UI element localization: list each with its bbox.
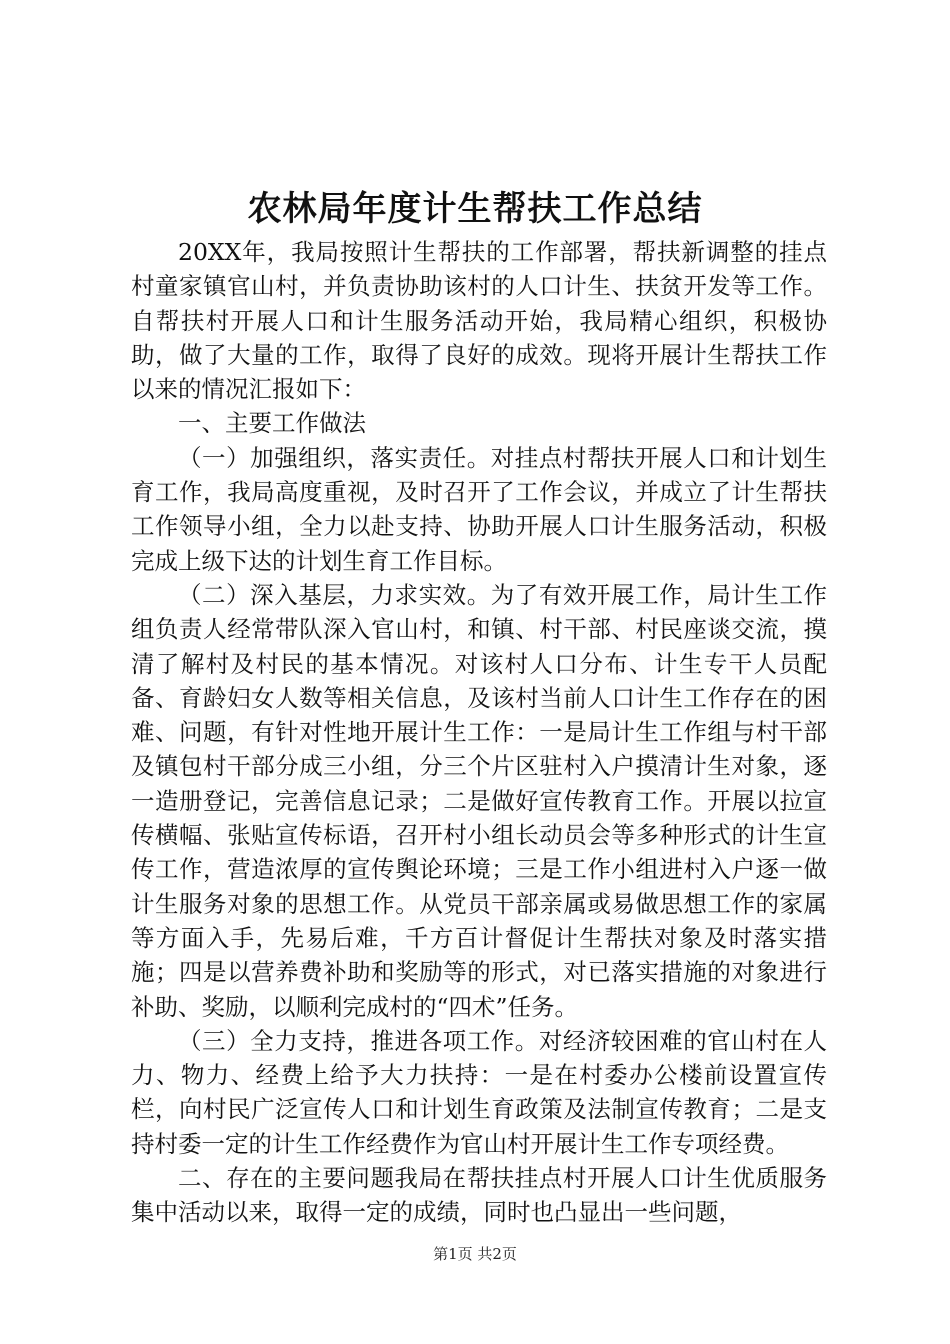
- paragraph-intro: 20XX年，我局按照计生帮扶的工作部署，帮扶新调整的挂点村童家镇官山村，并负责协助该村的人口计生、扶贫开发等工作。自帮扶村开展人口和计生服务活动开始，我局精心组织，积极协助，做了大量的工作，取得了良好的成效。现将开展计生帮扶工作以来的情况汇报如下：: [131, 238, 827, 404]
- paragraph-grassroots: （二）深入基层，力求实效。为了有效开展工作，局计生工作组负责人经常带队深入官山村，和镇、村干部、村民座谈交流，摸清了解村及村民的基本情况。对该村人口分布、计生专干人员配备、育龄妇女人数等相关信息，及该村当前人口计生工作存在的困难、问题，有针对性地开展计生工作：一是局计生工作组与村干部及镇包村干部分成三小组，分三个片区驻村入户摸清计生对象，逐一造册登记，完善信息记录；二是做好宣传教育工作。开展以拉宣传横幅、张贴宣传标语，召开村小组长动员会等多种形式的计生宣传工作，营造浓厚的宣传舆论环境；三是工作小组进村入户逐一做计生服务对象的思想工作。从党员干部亲属或易做思想工作的家属等方面入手，先易后难，千方百计督促计生帮扶对象及时落实措施；四是以营养费补助和奖励等的形式，对已落实措施的对象进行补助、奖励，以顺利完成村的“四术”任务。: [131, 580, 827, 1021]
- page-number: 第1页 共2页: [433, 1245, 517, 1263]
- document-title: 农林局年度计生帮扶工作总结: [247, 189, 703, 229]
- document-body: [131, 235, 827, 1230]
- paragraph-organization: （一）加强组织，落实责任。对挂点村帮扶开展人口和计划生育工作，我局高度重视，及时召开了工作会议，并成立了计生帮扶工作领导小组，全力以赴支持、协助开展人口计生服务活动，积极完成上级下达的计划生育工作目标。: [131, 443, 827, 575]
- paragraph-problems: 二、存在的主要问题我局在帮扶挂点村开展人口计生优质服务集中活动以来，取得一定的成绩，同时也凸显出一些问题，: [131, 1164, 827, 1227]
- paragraph-support: （三）全力支持，推进各项工作。对经济较困难的官山村在人力、物力、经费上给予大力扶持：一是在村委办公楼前设置宣传栏，向村民广泛宣传人口和计划生育政策及法制宣传教育；二是支持村委一定的计生工作经费作为官山村开展计生工作专项经费。: [131, 1026, 827, 1158]
- section-heading-main-work: 一、主要工作做法: [178, 409, 366, 438]
